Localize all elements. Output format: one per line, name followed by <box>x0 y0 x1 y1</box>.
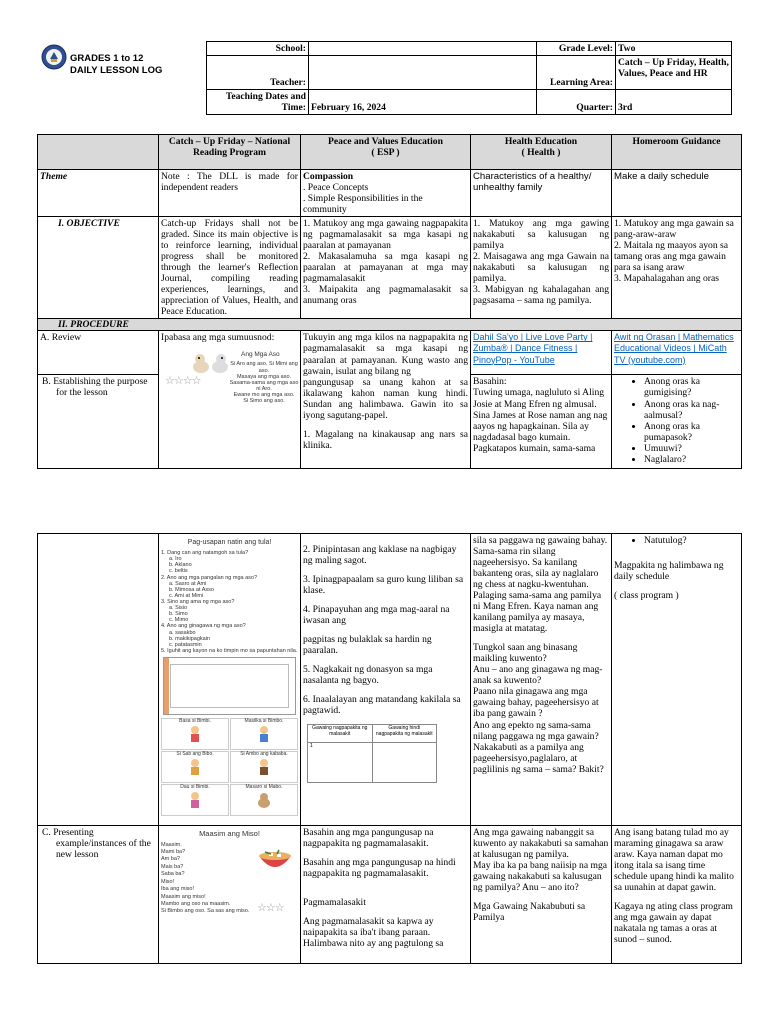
presenting-esp: Basahin ang mga pangungusap na nagpapakita ng pagmamalasakit. Basahin ang mga pangungusap na hindi nagpapakita ng pagmamalasakit. Pagmamalasakit Ang pagmamalasakit sa kapwa ay naipapakita sa iba't ibang paraan. Halimbawa nito ay ang pagtulong sa <box>301 826 471 964</box>
teacher-value <box>309 56 537 90</box>
child-picture-icon <box>255 758 273 776</box>
review-catchup: Ipabasa ang mga sumuusnod: Ang Mga Aso Si Aro ang aso. Si Mimi ang aso. Masaya ang mga aso. Sasama-sama ang mga aso ni Aro. Ewane mo ang mga aso. Si Simo ang aso. ☆☆☆☆ <box>159 331 301 469</box>
homeroom-video-link[interactable]: Awit ng Orasan | Mathematics Educational Videos | MiCath TV (youtube.com) <box>614 332 734 365</box>
list-item: • Anong oras ka nag-aalmusal? <box>644 399 739 421</box>
child-picture-icon <box>186 791 204 809</box>
grade-value: Two <box>616 42 732 56</box>
form-title: GRADES 1 to 12 DAILY LESSON LOG <box>70 53 163 76</box>
presenting-homeroom: Ang isang batang tulad mo ay maraming ginagawa sa araw araw. Kaya naman dapat mo itong itala sa isang time schedule upang hindi ka malito sa uunahin at dapat gawin. Kagaya ng ating class program ang mga gawain ay dapat nakatala ng tamas a oras at sunod – sunod. <box>612 826 742 964</box>
presenting-label: C. Presenting example/instances of the new lesson <box>38 826 159 964</box>
objective-catchup: Catch-up Fridays shall not be graded. Since its main objective is to reinforce learning, individual progress shall be monitored through the learner's Reflection Journal, compiling reading experiences, learnings, and appreciation of Values, Health, and Peace Education. <box>159 217 301 319</box>
worksheet-pag-usapan: Pag-usapan natin ang tula! 1. Dang can ang natamgoh sa tula? a. Iro b. Aklano c. beltis 2. Ano ang mga pangalan ng mga aso? a. Sasro at Ami b. Mimosa at Asso c. Ami at Mimi 3. Sino ang ama ng mga aso? a. Sisio b. Simo c. Mimo 4. Ano ang ginagawa ng mga aso? a. sasakbo b. makikipagkain c. patatasmin 5. Iguhit ang kayon na ko timpin mo sa papuntahan nila. Basa si Bimbi. Masilka si Bimbo. Si Sab ang Bibo. Si Ambo ang kababa. Dau si Bimbi. Masaro si Mabo. <box>159 534 301 826</box>
col-health: Health Education ( Health ) <box>471 135 612 170</box>
review-esp: Tukuyin ang mga kilos na nagpapakita ng pagmamalasakit sa mga kasapi ng paaralan at pamayanan. Kung wasto ang gawain, isulat ang bilang ng pangungusap sa unang kahon at sa ikalawang kahon naman kung hindi. Sundan ang halimbawa. Gawin ito sa iyong sagutang-papel. 1. Magalang na kinakausap ang nars sa klinika. <box>301 331 471 469</box>
list-item: • Umuuwi? <box>644 443 739 454</box>
col-homeroom: Homeroom Guidance <box>612 135 742 170</box>
miso-soup-bowl-icon <box>257 844 293 874</box>
theme-label: Theme <box>38 170 159 217</box>
deped-seal-icon <box>41 44 67 70</box>
lesson-table-page1 <box>37 134 742 469</box>
health-video-link[interactable]: Dahil Sa'yo | Live Love Party | Zumba® | Dance Fitness | PinoyPop - YouTube <box>473 332 593 365</box>
school-label: School: <box>207 42 309 56</box>
dates-label: Teaching Dates and Time: <box>207 90 309 115</box>
rating-stars-icon: ☆☆☆☆ <box>165 375 201 388</box>
procedure-label: II. PROCEDURE <box>38 319 742 331</box>
list-item: • Natutulog? <box>644 535 739 546</box>
quarter-value: 3rd <box>616 90 732 115</box>
dates-value: February 16, 2024 <box>309 90 537 115</box>
theme-homeroom: Make a daily schedule <box>612 170 742 217</box>
list-item: • Anong oras ka gumigising? <box>644 376 739 398</box>
dogs-illustration-icon <box>191 351 231 375</box>
page2-health: sila sa paggawa ng gawaing bahay. Sama-sama rin silang nageehersisyo. Sa kanilang bakanteng oras, sila ay naglalaro ng chess at nagku-kwentuhan. Palaging sama-sama ang pamilya ni Mang Efren. Kaya naman ang kanilang pamilya ay masaya, masigla at matatag. Tungkol saan ang binasang maikling kuwento? Anu – ano ang ginagawa ng mag-anak sa kuwento? Paano nila ginagawa ang mga gawaing bahay, pageehersisyo at iba pang gawain ? Ano ang epekto ng sama-sama nilang paggawa ng mga gawain? Nakakabuti as a pamilya ang pageehersisyo,paglalaro, at paglilinis ng sama – sama? Bakit? <box>471 534 612 826</box>
page2-esp: 2. Pinipintasan ang kaklase na nagbigay ng maling sagot. 3. Ipinagpapaalam sa guro kung liliban sa klase. 4. Pinapayuhan ang mga mag-aaral na iwasan ang pagpitas ng bulaklak sa hardin ng paaralan. 5. Nagkakait ng donasyon sa mga nasalanta ng bagyo. 6. Inaalalayan ang matandang kakilala sa pagtawid. Gawaing nagpapakita ng malasakit Gawaing hindi nagpapakita ng malasakit 1 <box>301 534 471 826</box>
rating-stars-icon: ☆☆☆ <box>257 902 284 914</box>
header-table <box>206 41 732 115</box>
child-picture-icon <box>186 725 204 743</box>
objective-esp: 1. Matukoy ang mga gawaing nagpapakita ng pagmamalasakit sa mga kasapi ng paaralan at pamayanan 2. Makasalamuha sa mga kasapi ng paaralan at pamayanan at mga may pagmamalasakit 3. Maipakita ang pagmamalasakit sa anumang oras <box>301 217 471 319</box>
presenting-health: Ang mga gawaing nabanggit sa kuwento ay nakakabuti sa samahan at kalusugan ng pamilya. May iba ka pa bang naiisip na mga gawaing nakakabuti sa kalusugan ng pamilya? Anu – ano ito? Mga Gawaing Nakabubuti sa Pamilya <box>471 826 612 964</box>
purpose-label: B. Establishing the purpose for the lesson <box>38 375 159 469</box>
col-catchup: Catch – Up Friday – National Reading Program <box>159 135 301 170</box>
purpose-homeroom <box>612 375 742 469</box>
page2-homeroom: • Natutulog? Magpakita ng halimbawa ng daily schedule ( class program ) <box>612 534 742 826</box>
purpose-health: Basahin: Tuwing umaga, nagluluto si Aling Josie at Mang Efren ng almusal. Sina James at Rose naman ang nag aayos ng hapagkainan. Sila ay nagdadasal bago kumain. Pagkatapos kumain, sama-sama <box>471 375 612 469</box>
school-value <box>309 42 537 56</box>
theme-esp: Compassion . Peace Concepts . Simple Responsibilities in the community <box>301 170 471 217</box>
objective-health: 1. Matukoy ang mga gawing nakakabuti sa kalusugan ng pamilya 2. Maisagawa ang mga Gawain na nakakabuti sa kalusugan ng pamilya. 3. Mabigyan ng kahalagahan ang pagsasama – sama ng pamilya. <box>471 217 612 319</box>
worksheet-ang-mga-aso: Ang Mga Aso Si Aro ang aso. Si Mimi ang aso. Masaya ang mga aso. Sasama-sama ang mga aso ni Aro. Ewane mo ang mga aso. Si Simo ang aso. ☆☆☆☆ <box>165 351 299 404</box>
area-label: Learning Area: <box>537 56 616 90</box>
teacher-label: Teacher: <box>207 56 309 90</box>
worksheet-maasim-ang-miso: Maasim ang Miso! Maasim. Mami ba? Am ba? Mais ba? Saba ba? Miso! Iba ang miso! Maasim ang miso! Mambo ang oso na maasim. Si Bimbo ang oso. Sa sas ang miso. ☆☆☆ <box>159 826 301 964</box>
lesson-table-page2 <box>37 533 742 964</box>
area-value: Catch – Up Friday, Health, Values, Peace and HR <box>616 56 732 90</box>
quarter-label: Quarter: <box>537 90 616 115</box>
review-homeroom <box>612 331 742 375</box>
review-health <box>471 331 612 375</box>
objective-homeroom: 1. Matukoy ang mga gawain sa pang-araw-araw 2. Maitala ng maayos ayon sa tamang oras ang mga gawain para sa isang araw 3. Mapahalagahan ang oras <box>612 217 742 319</box>
malasakit-table: Gawaing nagpapakita ng malasakit Gawaing hindi nagpapakita ng malasakit 1 <box>307 724 437 783</box>
dog-picture-icon <box>255 791 273 809</box>
theme-catchup: Note : The DLL is made for independent readers <box>159 170 301 217</box>
objective-label: I. OBJECTIVE <box>38 217 159 319</box>
theme-health: Characteristics of a healthy/ unhealthy family <box>471 170 612 217</box>
list-item: • Naglalaro? <box>644 454 739 465</box>
review-label: A. Review <box>38 331 159 375</box>
col-esp: Peace and Values Education ( ESP ) <box>301 135 471 170</box>
child-picture-icon <box>255 725 273 743</box>
child-picture-icon <box>186 758 204 776</box>
grade-label: Grade Level: <box>537 42 616 56</box>
list-item: • Anong oras ka pumapasok? <box>644 421 739 443</box>
drawing-box <box>163 657 296 715</box>
